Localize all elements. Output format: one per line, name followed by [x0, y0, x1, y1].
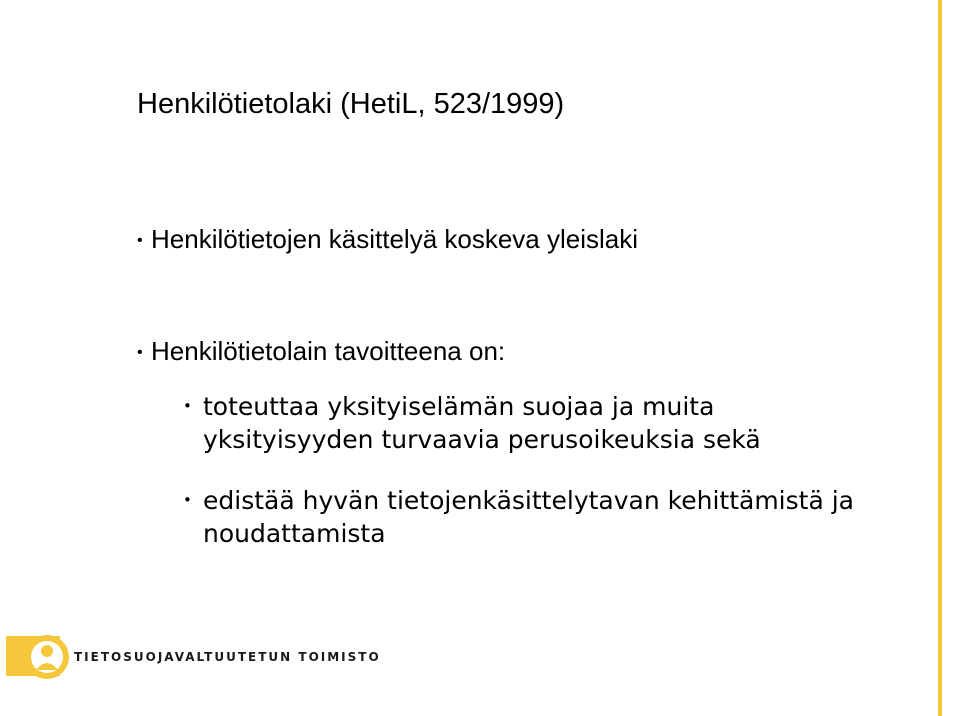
bullet-text: Henkilötietolain tavoitteena on:: [151, 336, 506, 366]
bullet-dot: •: [137, 344, 143, 361]
sub-bullet-text: toteuttaa yksityiselämän suojaa ja muita yksityisyyden turvaavia perusoikeuksia sekä: [203, 392, 761, 454]
person-in-circle-icon: [22, 632, 72, 682]
bullet-item: [137, 334, 505, 370]
slide-title: Henkilötietolaki (HetiL, 523/1999): [137, 88, 565, 120]
sub-bullet-dot: •: [183, 397, 192, 415]
bullet-item: [137, 222, 638, 258]
sub-bullet-dot: •: [183, 491, 192, 509]
bullet-text: Henkilötietojen käsittelyä koskeva yleislaki: [151, 224, 639, 254]
sub-bullet-item: [183, 484, 903, 550]
sub-bullet-text: edistää hyvän tietojenkäsittelytavan kehittämistä ja noudattamista: [203, 486, 854, 548]
right-accent-rule: [938, 0, 942, 716]
sub-bullet-item: [183, 390, 823, 456]
organization-name: TIETOSUOJAVALTUUTETUN TOIMISTO: [74, 650, 381, 664]
bullet-dot: •: [137, 232, 143, 249]
